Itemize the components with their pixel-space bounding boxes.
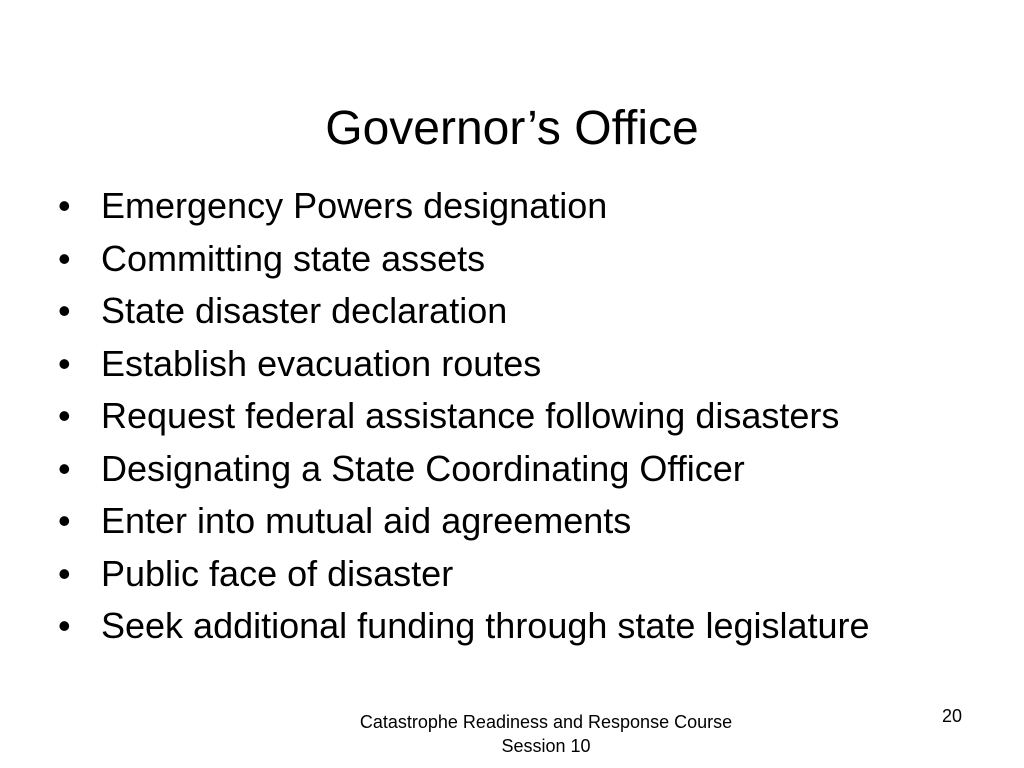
bullet-dot-icon: •	[58, 552, 71, 594]
bullet-dot-icon: •	[58, 395, 71, 436]
bullet-text: State disaster declaration	[101, 290, 508, 331]
bullet-text: Enter into mutual aid agreements	[101, 500, 632, 541]
footer-course-name: Catastrophe Readiness and Response Course	[359, 712, 733, 732]
bullet-item	[58, 180, 998, 233]
bullet-list	[58, 180, 998, 653]
bullet-dot-icon: •	[58, 290, 71, 331]
bullet-item	[58, 495, 998, 548]
bullet-dot-icon: •	[58, 500, 71, 541]
page-number: 20	[941, 706, 963, 726]
bullet-text: Public face of disaster	[101, 552, 454, 594]
bullet-text: Request federal assistance following disasters	[101, 395, 840, 436]
bullet-item	[58, 338, 998, 391]
bullet-dot-icon: •	[58, 447, 71, 489]
bullet-dot-icon: •	[58, 237, 71, 279]
bullet-item	[58, 390, 998, 443]
bullet-text: Establish evacuation routes	[101, 342, 542, 384]
bullet-item	[58, 443, 998, 496]
bullet-dot-icon: •	[58, 185, 71, 226]
bullet-item	[58, 548, 998, 601]
slide-footer	[296, 710, 796, 758]
bullet-item	[58, 285, 998, 338]
bullet-text: Committing state assets	[101, 237, 486, 279]
bullet-item	[58, 600, 998, 653]
bullet-text: Emergency Powers designation	[101, 185, 608, 226]
bullet-text: Seek additional funding through state legislature	[101, 605, 870, 646]
bullet-item	[58, 233, 998, 286]
footer-session: Session 10	[501, 736, 591, 756]
bullet-dot-icon: •	[58, 605, 71, 646]
bullet-text: Designating a State Coordinating Officer	[101, 447, 745, 489]
bullet-dot-icon: •	[58, 342, 71, 384]
slide-title: Governor’s Office	[325, 102, 699, 156]
